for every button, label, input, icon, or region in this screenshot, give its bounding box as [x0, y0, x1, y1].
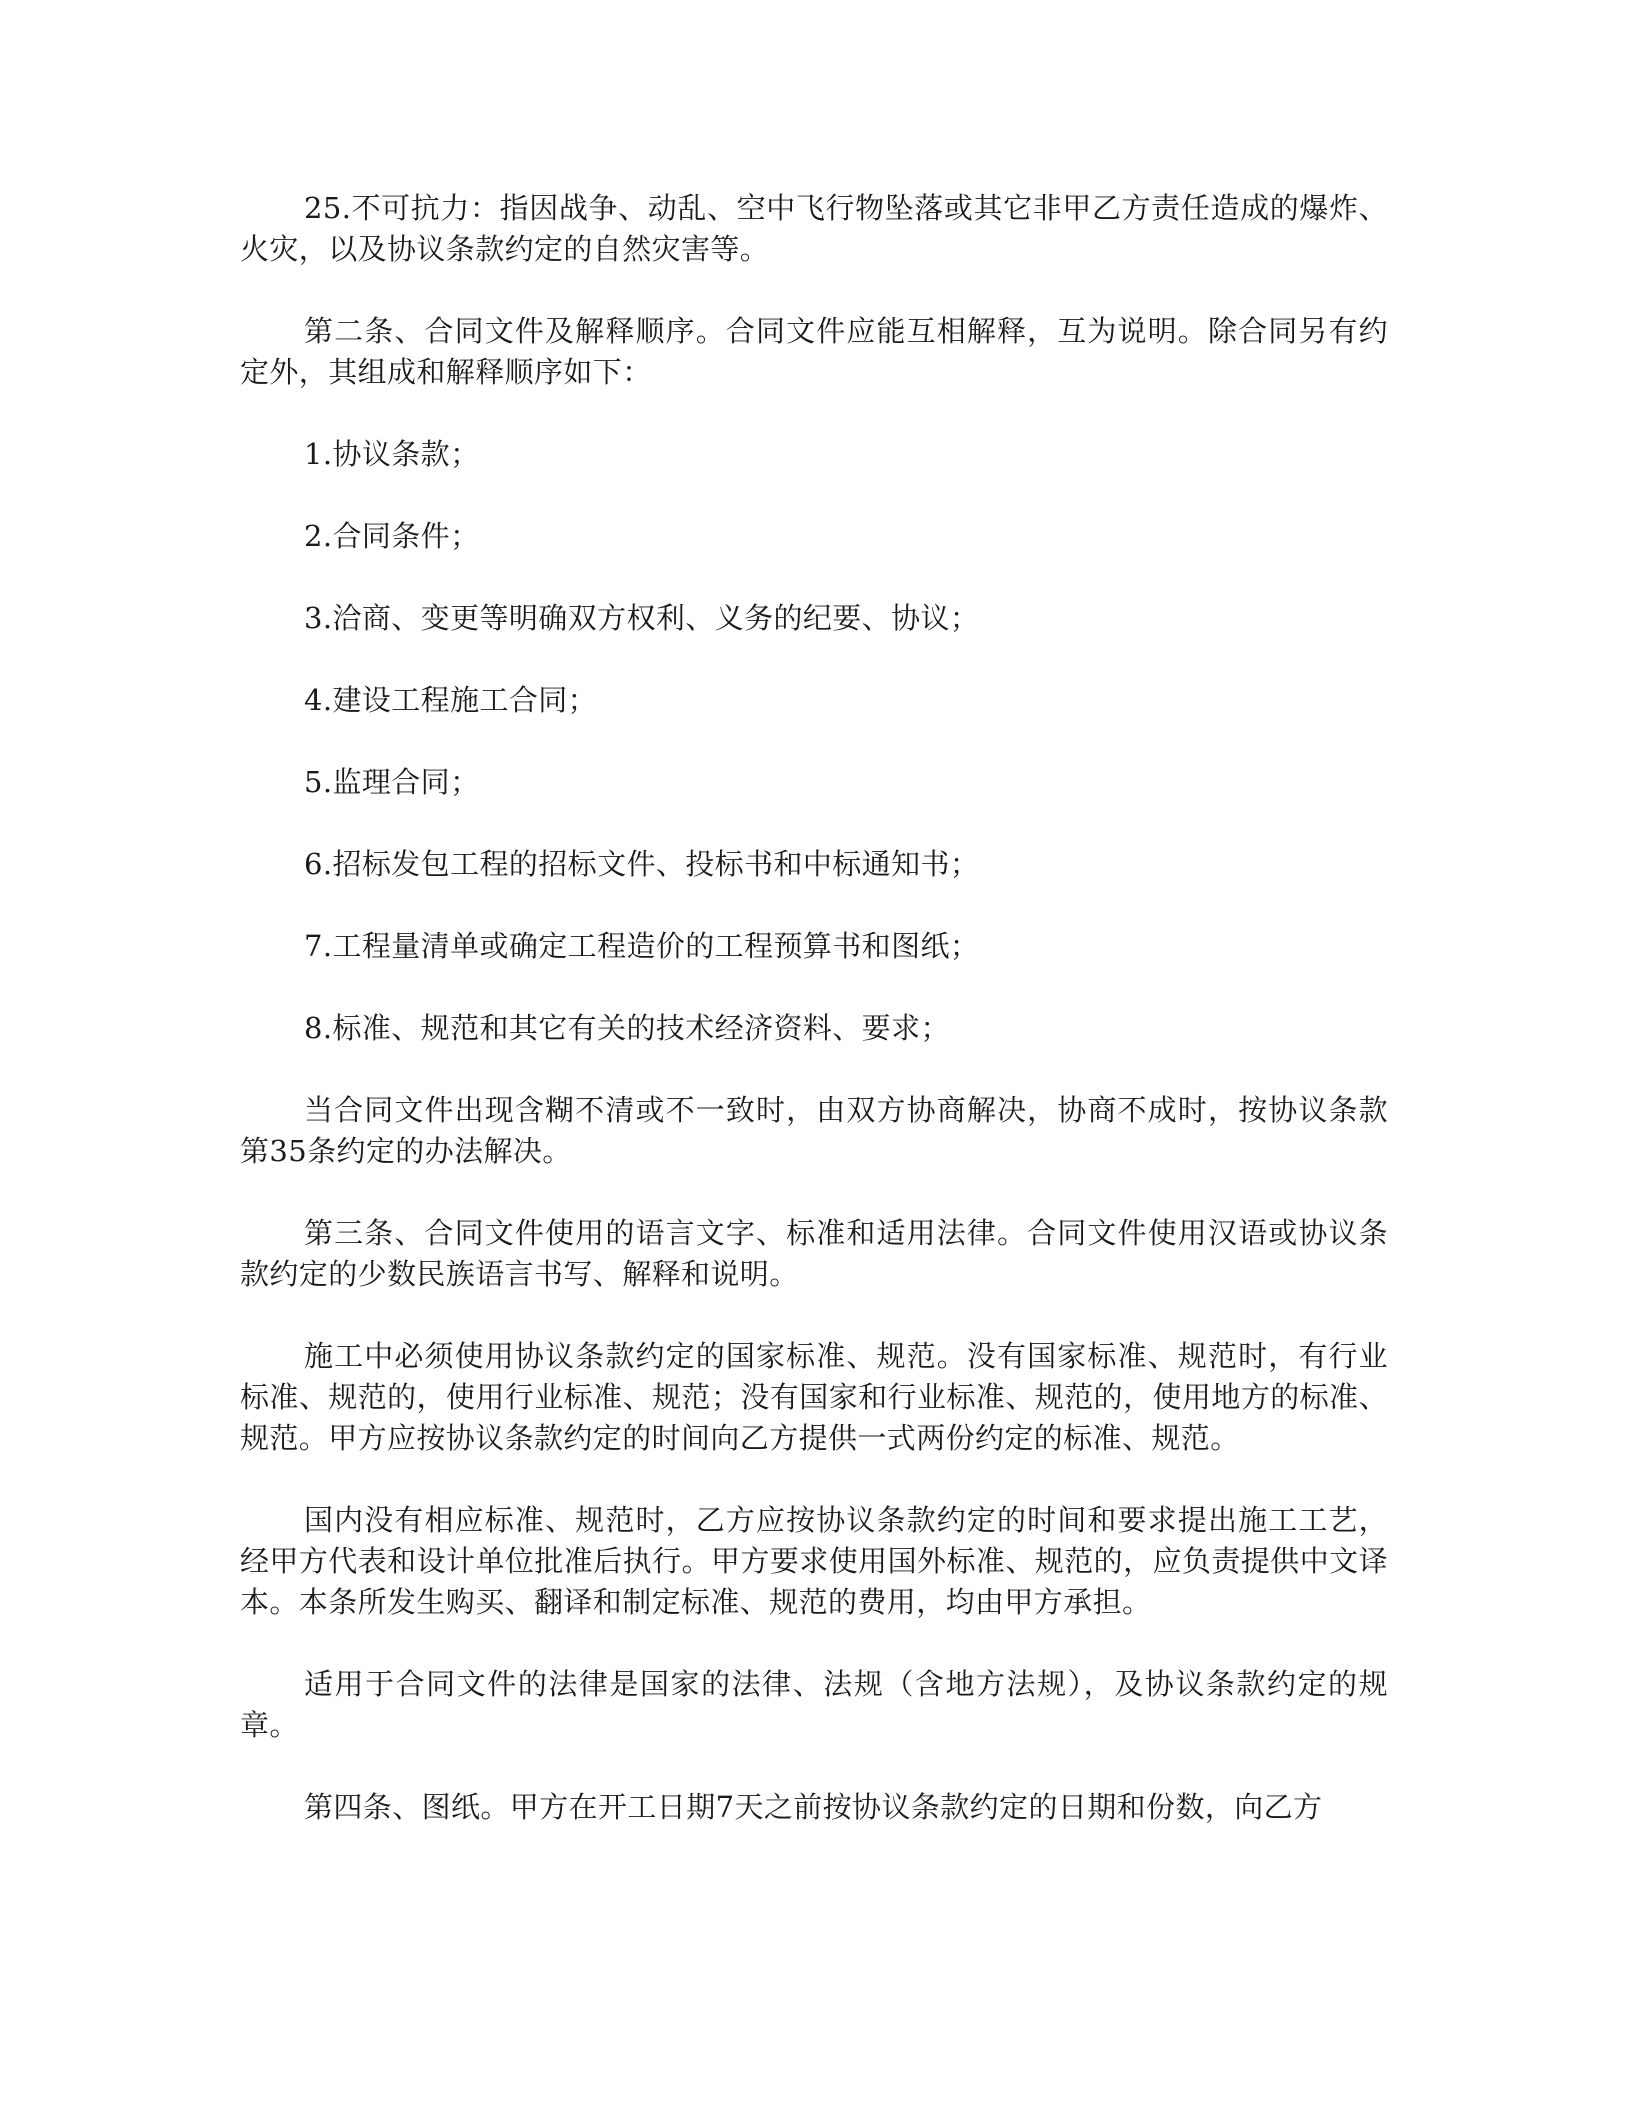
paragraph-dispute: 当合同文件出现含糊不清或不一致时，由双方协商解决，协商不成时，按协议条款第35条约定的办法解决。	[240, 1093, 1388, 1168]
paragraph-article-2: 第二条、合同文件及解释顺序。合同文件应能互相解释，互为说明。除合同另有约定外，其组成和解释顺序如下：	[240, 314, 1388, 389]
paragraph-foreign-standards: 国内没有相应标准、规范时，乙方应按协议条款约定的时间和要求提出施工工艺，经甲方代表和设计单位批准后执行。甲方要求使用国外标准、规范的，应负责提供中文译本。本条所发生购买、翻译和制定标准、规范的费用，均由甲方承担。	[240, 1503, 1388, 1619]
list-item: 3.洽商、变更等明确双方权利、义务的纪要、协议；	[304, 601, 980, 635]
paragraph-article-4: 第四条、图纸。甲方在开工日期7天之前按协议条款约定的日期和份数，向乙方	[304, 1790, 1323, 1824]
list-item: 4.建设工程施工合同；	[304, 683, 598, 717]
list-item: 5.监理合同；	[304, 765, 480, 799]
paragraph-article-3: 第三条、合同文件使用的语言文字、标准和适用法律。合同文件使用汉语或协议条款约定的少数民族语言书写、解释和说明。	[240, 1216, 1388, 1291]
paragraph-applicable-law: 适用于合同文件的法律是国家的法律、法规（含地方法规），及协议条款约定的规章。	[240, 1667, 1388, 1742]
list-item: 2.合同条件；	[304, 519, 480, 553]
paragraph-force-majeure: 25.不可抗力：指因战争、动乱、空中飞行物坠落或其它非甲乙方责任造成的爆炸、火灾，以及协议条款约定的自然灾害等。	[240, 191, 1388, 266]
list-item: 1.协议条款；	[304, 437, 480, 471]
list-item: 7.工程量清单或确定工程造价的工程预算书和图纸；	[304, 929, 980, 963]
list-item: 8.标准、规范和其它有关的技术经济资料、要求；	[304, 1011, 950, 1045]
list-item: 6.招标发包工程的招标文件、投标书和中标通知书；	[304, 847, 980, 881]
paragraph-standards: 施工中必须使用协议条款约定的国家标准、规范。没有国家标准、规范时，有行业标准、规范的，使用行业标准、规范；没有国家和行业标准、规范的，使用地方的标准、规范。甲方应按协议条款约定的时间向乙方提供一式两份约定的标准、规范。	[240, 1339, 1388, 1455]
document-body	[240, 188, 1388, 1869]
